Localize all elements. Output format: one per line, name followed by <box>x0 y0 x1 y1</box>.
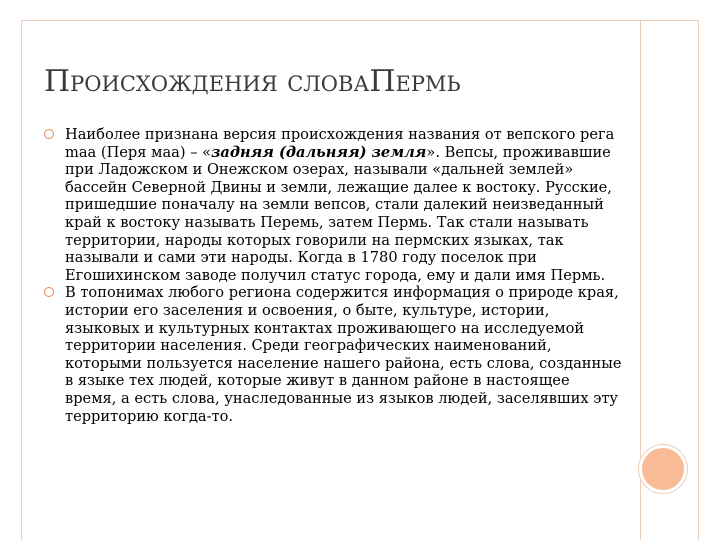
title-cap-1: П <box>44 64 71 99</box>
bullet-list <box>44 126 624 425</box>
bullet-circle-icon <box>44 129 54 139</box>
slide-title <box>44 64 461 99</box>
bullet-1-text-end: ». Вепсы, проживавшие при Ладожском и Онежском озерах, называли «дальней землей» бассейн Северной Двины и земли, лежащие далее к востоку. Русские, пришедшие поначалу на земли вепсов, стали далекий неизведанный край к востоку называть Перемь, затем Пермь. Так стали называть территории, народы которых говорили на пермских языках, так называли и сами эти народы. Когда в 1780 году поселок при Егошихинском заводе получил статус города, ему и дали имя Пермь. <box>65 143 612 284</box>
bullet-2-text: В топонимах любого региона содержится информация о природе края, истории его заселения и освоения, о быте, культуре, истории, языковых и культурных контактах проживающего на исследуемой территории населения. Среди географических наименований, которыми пользуется население нашего района, есть слова, созданные в языке тех людей, которые живут в данном районе в настоящее время, а есть слова, унаследованные из языков людей, заселявших эту территорию когда-то. <box>65 284 622 425</box>
decorative-circle-icon <box>639 445 687 493</box>
title-word-3: ЕРМЬ <box>395 72 461 96</box>
bullet-circle-icon <box>44 287 54 297</box>
bullet-item-1 <box>44 126 624 284</box>
bullet-item-2 <box>44 284 624 425</box>
bullet-1-text-start: Наиболее признана версия происхождения названия от вепского рега maa (Перя маа) – « <box>65 126 615 161</box>
title-cap-2: П <box>369 64 396 99</box>
bullet-1-emphasis: задняя (дальняя) земля <box>211 143 427 161</box>
title-space <box>278 64 288 99</box>
title-word-1: РОИСХОЖДЕНИЯ <box>70 72 278 96</box>
title-word-2: СЛОВА <box>287 72 370 96</box>
